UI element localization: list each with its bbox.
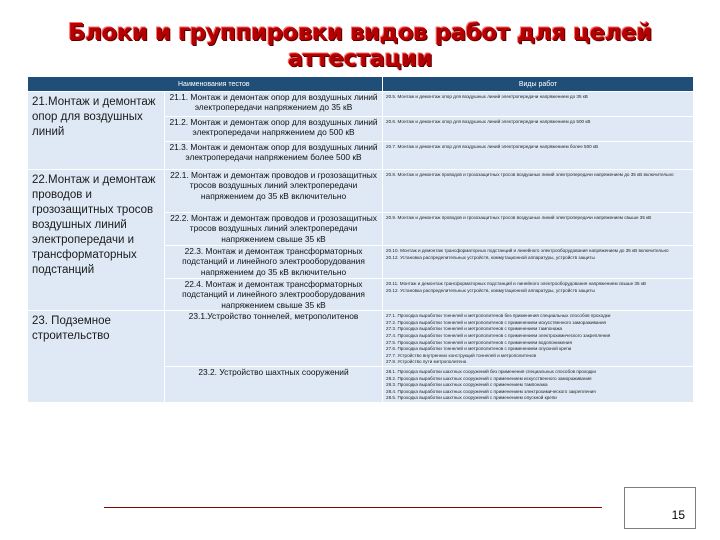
work-item: 20.7. Монтаж и демонтаж опор для воздушных линий электропередачи напряжением более 500 кВ <box>386 144 599 149</box>
test-cell: 22.3. Монтаж и демонтаж трансформаторных подстанций и линейного электрооборудования напряжением до 35 кВ включительно <box>165 246 383 279</box>
work-item: 20.12. Установка распределительных устройств, коммутационной аппаратуры, устройств защиты <box>386 254 595 260</box>
works-cell <box>383 213 694 246</box>
work-item: 20.8. Монтаж и демонтаж проводов и грозозащитных тросов воздушных линий электропередачи напряжением до 35 кВ включительно <box>386 172 674 177</box>
test-cell: 22.1. Монтаж и демонтаж проводов и грозозащитных тросов воздушных линий электропередачи напряжением до 35 кВ включительно <box>165 170 383 213</box>
header-tests: Наименования тестов <box>28 77 383 92</box>
slide-title: Блоки и группировки видов работ для целей аттестации <box>68 20 652 72</box>
test-cell: 21.2. Монтаж и демонтаж опор для воздушных линий электропередачи напряжением до 500 кВ <box>165 117 383 142</box>
test-cell: 23.2. Устройство шахтных сооружений <box>165 366 383 402</box>
work-item: 27.2. Проходка выработки тоннелей и метрополитенов с применением искусственного замораживания <box>386 319 607 325</box>
test-cell: 22.4. Монтаж и демонтаж трансформаторных подстанций и линейного электрооборудования напряжением свыше 35 кВ <box>165 279 383 311</box>
work-item: 27.8. Устройство пути метрополитена <box>386 359 467 365</box>
work-item: 27.3. Проходка выработки тоннелей и метрополитенов с применением тампонажа <box>386 326 563 332</box>
works-cell <box>383 366 694 402</box>
works-cell <box>383 92 694 117</box>
test-cell: 22.2. Монтаж и демонтаж проводов и грозозащитных тросов воздушных линий электропередачи напряжением свыше 35 кВ <box>165 213 383 246</box>
footer-divider <box>104 507 602 508</box>
group-cell: 21.Монтаж и демонтаж опор для воздушных линий <box>28 92 165 170</box>
work-item: 20.6. Монтаж и демонтаж опор для воздушных линий электропередачи напряжением до 500 кВ <box>386 119 591 124</box>
work-item: 28.2. Проходка выработки шахтных сооружений с применением искусственного замораживания <box>386 375 592 381</box>
table-row <box>28 170 694 213</box>
work-item: 28.4. Проходка выработки шахтных сооружений с применением электрохимического закрепления <box>386 388 596 394</box>
work-item: 27.4. Проходка выработки тоннелей и метрополитенов с применением электрохимического закрепления <box>386 333 611 338</box>
work-item: 27.5. Проходка выработки тоннелей и метрополитенов с применением водопонижения <box>386 339 572 345</box>
page-number-box <box>624 487 696 529</box>
work-item: 27.6. Проходка выработки тоннелей и метрополитенов с применением опускной крепи <box>386 346 572 352</box>
group-cell: 22.Монтаж и демонтаж проводов и грозозащитных тросов воздушных линий электропередачи и трансформаторных подстанций <box>28 170 165 311</box>
group-cell: 23. Подземное строительство <box>28 311 165 403</box>
table-row <box>28 311 694 367</box>
works-cell <box>383 279 694 311</box>
work-item: 20.11. Монтаж и демонтаж трансформаторных подстанций и линейного электрооборудования напряжением свыше 35 кВ <box>386 281 646 286</box>
work-item: 28.5. Проходка выработки шахтных сооружений с применением опускной крепи <box>386 395 557 401</box>
header-works: Виды работ <box>383 77 694 92</box>
works-cell <box>383 311 694 367</box>
work-item: 20.9. Монтаж и демонтаж проводов и грозозащитных тросов воздушных линий электропередачи напряжением свыше 35 кВ <box>386 215 652 220</box>
work-item: 20.5. Монтаж и демонтаж опор для воздушных линий электропередачи напряжением до 35 кВ <box>386 94 588 99</box>
work-item: 28.1. Проходка выработки шахтных сооружений без применения специальных способов проходки <box>386 368 596 374</box>
table-header-row <box>28 77 694 92</box>
work-item: 27.7. Устройство внутренних конструкций тоннелей и метрополитенов <box>386 352 537 358</box>
test-cell: 21.3. Монтаж и демонтаж опор для воздушных линий электропередачи напряжением более 500 кВ <box>165 142 383 170</box>
test-cell: 23.1.Устройство тоннелей, метрополитенов <box>165 311 383 367</box>
work-item: 20.12. Установка распределительных устройств, коммутационной аппаратуры, устройств защиты <box>386 287 595 293</box>
work-item: 20.10. Монтаж и демонтаж трансформаторных подстанций и линейного электрооборудования напряжением до 35 кВ включительно <box>386 248 669 253</box>
work-item: 28.3. Проходка выработки шахтных сооружений с применением тампонажа <box>386 382 548 388</box>
table-row <box>28 92 694 117</box>
work-item: 27.1. Проходка выработки тоннелей и метрополитенов без применения специальных способов проходки <box>386 313 611 319</box>
attestation-table <box>27 76 694 403</box>
works-cell <box>383 117 694 142</box>
works-cell <box>383 142 694 170</box>
test-cell: 21.1. Монтаж и демонтаж опор для воздушных линий электропередачи напряжением до 35 кВ <box>165 92 383 117</box>
page-number: 15 <box>671 508 685 522</box>
works-cell <box>383 170 694 213</box>
works-cell <box>383 246 694 279</box>
